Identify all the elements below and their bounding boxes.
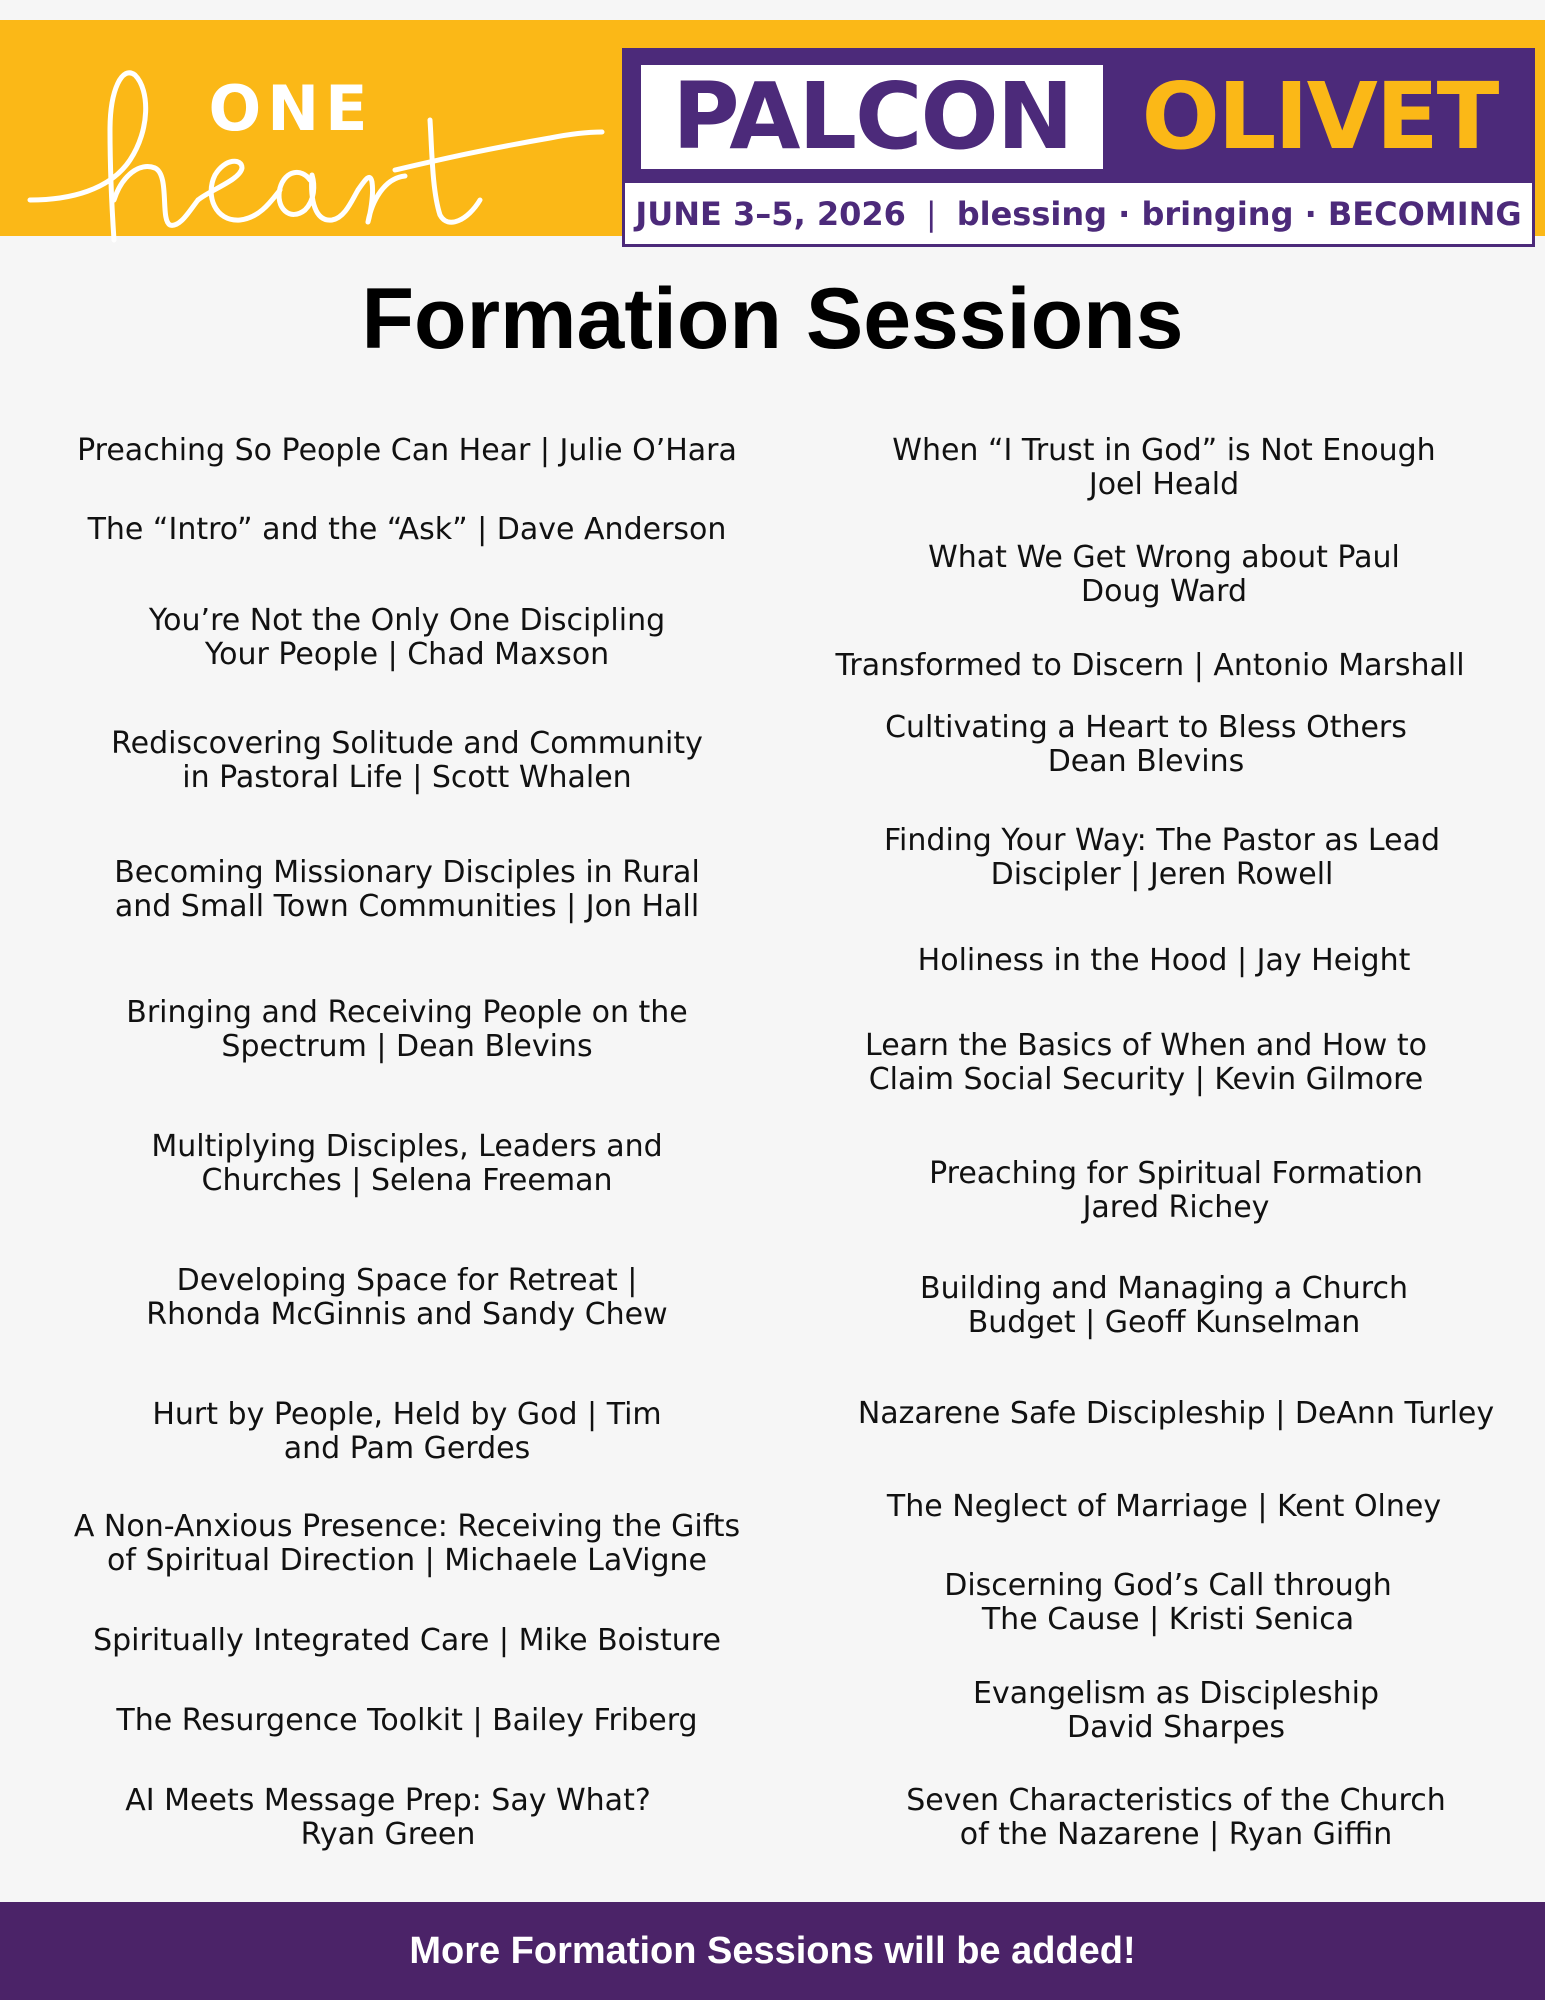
session-speaker-line: Jared Richey <box>1082 1190 1270 1225</box>
session-title-line: The “Intro” and the “Ask” | Dave Anderson <box>87 512 727 547</box>
session-left-9 <box>17 1398 797 1466</box>
event-tagline: blessing · bringing · BECOMING <box>956 194 1522 233</box>
session-left-7 <box>17 1130 797 1198</box>
session-speaker-line: and Pam Gerdes <box>283 1431 531 1466</box>
session-left-11 <box>17 1624 797 1658</box>
session-title-line: When “I Trust in God” is Not Enough <box>892 433 1436 468</box>
session-left-10 <box>17 1510 797 1578</box>
session-title-line: Seven Characteristics of the Church <box>906 1783 1446 1818</box>
session-speaker-line: Rhonda McGinnis and Sandy Chew <box>146 1297 668 1332</box>
session-right-9 <box>774 1272 1545 1340</box>
session-title-line: Hurt by People, Held by God | Tim <box>152 1397 662 1432</box>
session-title-line: Rediscovering Solitude and Community <box>111 726 703 761</box>
session-right-5 <box>772 824 1545 892</box>
session-speaker-line: Your People | Chad Maxson <box>204 637 610 672</box>
session-right-10 <box>786 1397 1545 1431</box>
session-title-line: Preaching for Spiritual Formation <box>929 1156 1423 1191</box>
session-speaker-line: Dean Blevins <box>1047 744 1245 779</box>
session-left-12 <box>17 1704 797 1738</box>
session-title-line: Cultivating a Heart to Bless Others <box>885 710 1407 745</box>
session-speaker-line: The Cause | Kristi Senica <box>981 1602 1355 1637</box>
session-left-1 <box>17 434 797 468</box>
session-title-line: Spiritually Integrated Care | Mike Boisture <box>93 1623 721 1658</box>
session-title-line: You’re Not the Only One Discipling <box>148 603 666 638</box>
event-dates: JUNE 3–5, 2026 <box>635 194 906 233</box>
brand-palcon: PALCON <box>672 63 1072 170</box>
session-right-8 <box>786 1157 1545 1225</box>
session-speaker-line: David Sharpes <box>1066 1710 1286 1745</box>
session-speaker-line: Spectrum | Dean Blevins <box>221 1029 593 1064</box>
session-speaker-line: Ryan Green <box>300 1817 476 1852</box>
session-speaker-line: of the Nazarene | Ryan Giffin <box>959 1817 1393 1852</box>
session-speaker-line: in Pastoral Life | Scott Whalen <box>182 760 632 795</box>
session-title-line: Finding Your Way: The Pastor as Lead <box>883 823 1440 858</box>
palcon-olivet-brand-box <box>622 48 1535 247</box>
session-title-line: Bringing and Receiving People on the <box>126 995 688 1030</box>
session-title-line: Holiness in the Hood | Jay Height <box>917 943 1411 978</box>
page-title: Formation Sessions <box>361 271 1184 367</box>
session-right-2 <box>774 541 1545 609</box>
brand-dates-row <box>625 183 1532 244</box>
session-speaker-line: and Small Town Communities | Jon Hall <box>114 889 700 924</box>
heart-script-logo <box>10 50 610 250</box>
session-speaker-line: Joel Heald <box>1088 467 1240 502</box>
session-title-line: The Resurgence Toolkit | Bailey Friberg <box>116 1703 698 1738</box>
session-title-line: What We Get Wrong about Paul <box>928 540 1400 575</box>
footer-note: More Formation Sessions will be added! <box>409 1929 1136 1972</box>
palcon-box <box>641 65 1103 169</box>
session-left-3 <box>17 604 797 672</box>
session-title-line: Transformed to Discern | Antonio Marshall <box>835 648 1465 683</box>
brand-olivet: OLIVET <box>1141 63 1498 170</box>
session-title-line: The Neglect of Marriage | Kent Olney <box>886 1489 1442 1524</box>
session-right-14 <box>786 1784 1545 1852</box>
session-title-line: Nazarene Safe Discipleship | DeAnn Turley <box>857 1396 1495 1431</box>
dates-separator: | <box>925 194 937 233</box>
session-right-7 <box>756 1029 1536 1097</box>
session-speaker-line: Claim Social Security | Kevin Gilmore <box>868 1062 1424 1097</box>
session-right-11 <box>774 1490 1545 1524</box>
session-right-6 <box>774 944 1545 978</box>
session-right-1 <box>774 434 1545 502</box>
session-left-6 <box>17 996 797 1064</box>
session-title-line: Learn the Basics of When and How to <box>865 1028 1427 1063</box>
session-title-line: Building and Managing a Church <box>920 1271 1408 1306</box>
session-speaker-line: Doug Ward <box>1080 574 1248 609</box>
brand-top-bar <box>625 51 1532 183</box>
session-left-13 <box>0 1784 778 1852</box>
header-banner <box>0 20 1545 236</box>
session-left-5 <box>17 856 797 924</box>
footer-banner <box>0 1902 1545 2000</box>
session-right-13 <box>786 1677 1545 1745</box>
session-right-3 <box>760 649 1540 683</box>
session-right-12 <box>778 1569 1545 1637</box>
session-speaker-line: Budget | Geoff Kunselman <box>967 1305 1361 1340</box>
session-speaker-line: Churches | Selena Freeman <box>201 1163 613 1198</box>
session-right-4 <box>756 711 1536 779</box>
session-title-line: Evangelism as Discipleship <box>973 1676 1379 1711</box>
session-speaker-line: of Spiritual Direction | Michaele LaVigne <box>107 1543 707 1578</box>
session-left-4 <box>17 727 797 795</box>
session-speaker-line: Discipler | Jeren Rowell <box>990 857 1334 892</box>
session-left-2 <box>17 513 797 547</box>
session-title-line: Becoming Missionary Disciples in Rural <box>114 855 700 890</box>
session-title-line: Developing Space for Retreat | <box>176 1263 638 1298</box>
session-title-line: Multiplying Disciples, Leaders and <box>151 1129 663 1164</box>
session-title-line: AI Meets Message Prep: Say What? <box>125 1783 651 1818</box>
session-title-line: Discerning God’s Call through <box>944 1568 1392 1603</box>
session-title-line: Preaching So People Can Hear | Julie O’Hara <box>77 433 737 468</box>
session-title-line: A Non-Anxious Presence: Receiving the Gifts <box>73 1509 741 1544</box>
session-left-8 <box>17 1264 797 1332</box>
logo-one-text: ONE <box>208 72 374 145</box>
